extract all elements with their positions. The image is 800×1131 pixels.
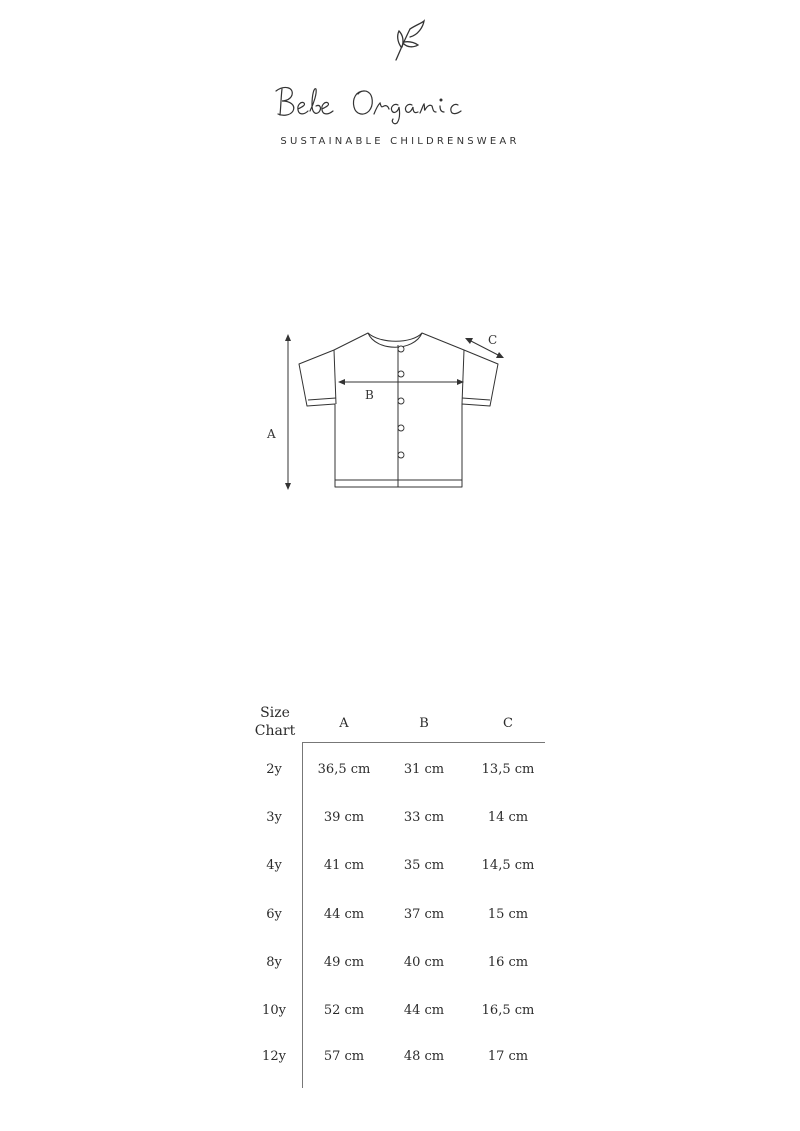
- table-row: [240, 858, 550, 878]
- size-cell: 3y: [266, 810, 282, 825]
- brand-header: [0, 0, 800, 160]
- right-sleeve-hem: [462, 398, 490, 400]
- measure-c-cell: 16 cm: [487, 955, 529, 970]
- column-header-b: B: [419, 716, 429, 731]
- shirt-buttons: [398, 346, 404, 458]
- brand-wordmark: [276, 88, 461, 124]
- size-chart-title-line2: Chart: [254, 723, 296, 739]
- brand-tagline: SUSTAINABLE CHILDRENSWEAR: [280, 136, 520, 147]
- measure-b-cell: 31 cm: [403, 762, 445, 777]
- button-4: [398, 425, 404, 431]
- measure-b-cell: 48 cm: [403, 1049, 445, 1064]
- arrow-a-bottom-head: [285, 483, 291, 490]
- table-row: [240, 762, 550, 782]
- measure-a-cell: 52 cm: [323, 1003, 365, 1018]
- size-cell: 8y: [266, 955, 282, 970]
- column-header-a: A: [339, 716, 349, 731]
- label-b: B: [365, 388, 374, 402]
- button-3: [398, 398, 404, 404]
- size-chart-table: [240, 700, 550, 1100]
- table-row: [240, 907, 550, 927]
- label-a: A: [267, 427, 276, 441]
- table-row: [240, 810, 550, 830]
- shirt-measurement-illustration: [250, 320, 530, 500]
- size-cell: 10y: [262, 1003, 286, 1018]
- measure-b-cell: 40 cm: [403, 955, 445, 970]
- measure-c-cell: 15 cm: [487, 907, 529, 922]
- right-sleeve-seam: [462, 350, 464, 404]
- arrow-b-left-head: [338, 379, 345, 385]
- measure-b-cell: 44 cm: [403, 1003, 445, 1018]
- measure-b-cell: 35 cm: [403, 858, 445, 873]
- arrow-a-top-head: [285, 334, 291, 341]
- button-5: [398, 452, 404, 458]
- button-2: [398, 371, 404, 377]
- button-1: [398, 346, 404, 352]
- measure-b-cell: 33 cm: [403, 810, 445, 825]
- shirt-neckline: [368, 333, 422, 347]
- label-c: C: [488, 333, 498, 347]
- measure-c-cell: 14 cm: [487, 810, 529, 825]
- table-row: [240, 1049, 550, 1069]
- brand-logo: [260, 15, 540, 125]
- table-row: [240, 1003, 550, 1023]
- garment-diagram: [250, 320, 530, 500]
- left-sleeve-seam: [334, 350, 336, 404]
- size-cell: 4y: [266, 858, 282, 873]
- size-cell: 2y: [266, 762, 282, 777]
- size-chart-title: [240, 704, 310, 740]
- measure-b-cell: 37 cm: [403, 907, 445, 922]
- size-chart-title-line1: Size: [260, 705, 290, 721]
- measure-a-cell: 49 cm: [323, 955, 365, 970]
- table-row: [240, 955, 550, 975]
- table-header-divider: [302, 742, 545, 743]
- measure-c-cell: 17 cm: [487, 1049, 529, 1064]
- measure-c-cell: 16,5 cm: [481, 1003, 535, 1018]
- measure-a-cell: 36,5 cm: [317, 762, 371, 777]
- measure-a-cell: 44 cm: [323, 907, 365, 922]
- measure-a-cell: 41 cm: [323, 858, 365, 873]
- leaf-icon: [396, 21, 424, 60]
- measure-c-cell: 13,5 cm: [481, 762, 535, 777]
- column-header-c: C: [503, 716, 513, 731]
- size-cell: 6y: [266, 907, 282, 922]
- measure-a-cell: 57 cm: [323, 1049, 365, 1064]
- measure-c-cell: 14,5 cm: [481, 858, 535, 873]
- left-sleeve-hem: [308, 398, 336, 400]
- measure-a-cell: 39 cm: [323, 810, 365, 825]
- size-cell: 12y: [262, 1049, 286, 1064]
